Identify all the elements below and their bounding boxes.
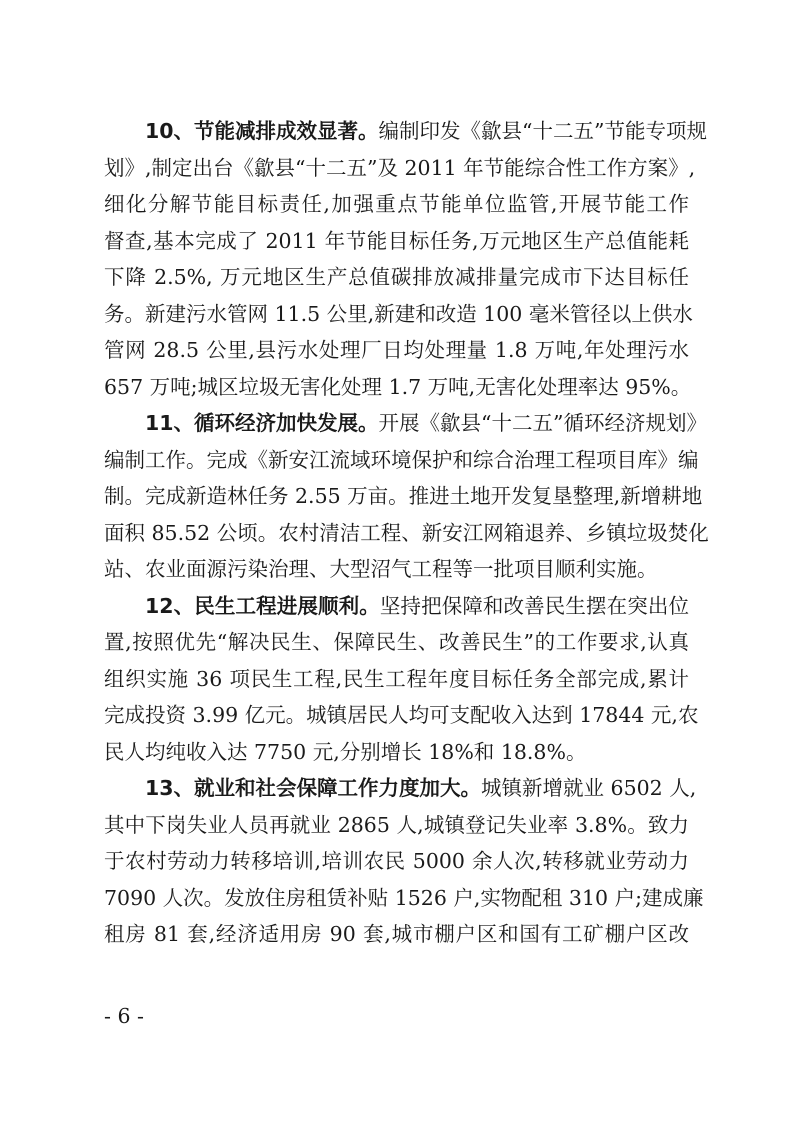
paragraph-line: 组织实施 36 项民生工程,民生工程年度目标任务全部完成,累计 [104,666,689,691]
paragraph-circular-economy [104,405,709,588]
paragraph-heading: 13、就业和社会保障工作力度加大。 [145,776,482,800]
paragraph-text: 编制印发《歙县“十二五”节能专项规 [378,119,707,143]
paragraph-line: 细化分解节能目标责任,加强重点节能单位监管,开展节能工作 [104,192,689,216]
paragraph-line: 管网 28.5 公里,县污水处理厂日均处理量 1.8 万吨,年处理污水 [104,338,689,362]
paragraph-heading: 10、节能减排成效显著。 [145,119,379,143]
paragraph-heading: 11、循环经济加快发展。 [145,411,379,435]
page-number: - 6 - [104,1004,144,1028]
paragraph-line: 面积 85.52 公顷。农村清洁工程、新安江网箱退养、乡镇垃圾焚化 [104,520,709,545]
paragraph-text: 坚持把保障和改善民生摆在突出位 [379,593,690,618]
paragraph-line: 站、农业面源污染治理、大型沼气工程等一批项目顺利实施。 [104,557,658,581]
paragraph-energy-saving [104,113,707,405]
paragraph-line: 务。新建污水管网 11.5 公里,新建和改造 100 毫米管径以上供水 [104,301,693,326]
paragraph-line: 划》,制定出台《歙县“十二五”及 2011 年节能综合性工作方案》, [104,155,696,180]
paragraph-line: 置,按照优先“解决民生、保障民生、改善民生”的工作要求,认真 [104,630,689,654]
paragraph-line [104,113,707,150]
paragraph-line [104,405,707,442]
paragraph-line: 7090 人次。发放住房租赁补贴 1526 户,实物配租 310 户;建成廉 [104,885,704,910]
paragraph-line: 租房 81 套,经济适用房 90 套,城市棚户区和国有工矿棚户区改 [104,922,689,946]
paragraph-line [104,588,689,625]
paragraph-line: 民人均纯收入达 7750 元,分别增长 18%和 18.8%。 [104,739,587,764]
paragraph-line: 657 万吨;城区垃圾无害化处理 1.7 万吨,无害化处理率达 95%。 [104,374,692,399]
paragraph-text: 开展《歙县“十二五”循环经济规划》 [378,411,707,435]
paragraph-line: 于农村劳动力转移培训,培训农民 5000 余人次,转移就业劳动力 [104,849,689,873]
paragraph-line [104,770,697,807]
paragraph-livelihood-projects [104,588,699,771]
paragraph-line: 完成投资 3.99 亿元。城镇居民人均可支配收入达到 17844 元,农 [104,703,699,727]
paragraph-heading: 12、民生工程进展顺利。 [145,593,380,618]
paragraph-employment-security [104,770,704,953]
paragraph-line: 其中下岗失业人员再就业 2865 人,城镇登记失业率 3.8%。致力 [104,812,689,837]
paragraph-line: 下降 2.5%, 万元地区生产总值碳排放减排量完成市下达目标任 [104,265,689,289]
document-body [104,113,709,953]
paragraph-line: 督查,基本完成了 2011 年节能目标任务,万元地区生产总值能耗 [104,228,689,253]
paragraph-line: 制。完成新造林任务 2.55 万亩。推进土地开发复垦整理,新增耕地 [104,484,703,508]
paragraph-text: 城镇新增就业 6502 人, [481,776,697,800]
paragraph-line: 编制工作。完成《新安江流域环境保护和综合治理工程项目库》编 [104,447,699,472]
